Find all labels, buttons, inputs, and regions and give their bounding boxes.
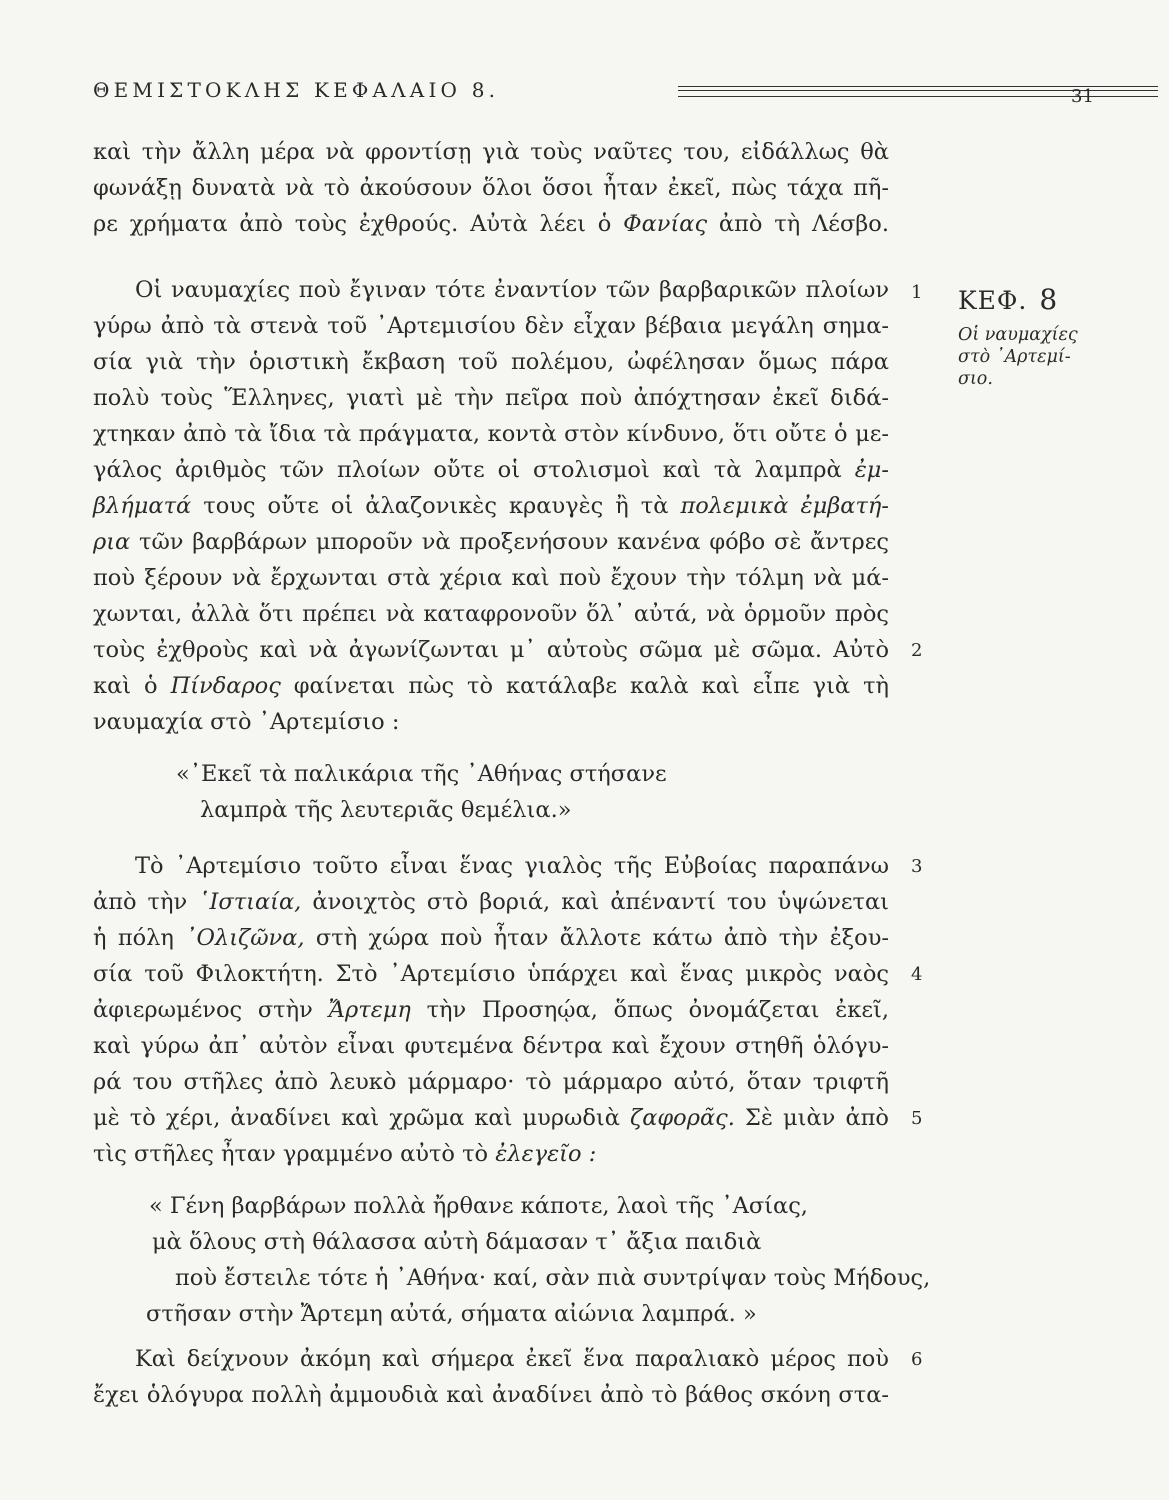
text-line: Τὸ ᾿Αρτεμίσιο τοῦτο εἶναι ἕνας γιαλὸς τῆς Εὐβοίας παραπάνω	[135, 853, 889, 879]
text-line: σία τοῦ Φιλοκτήτη. Στὸ ᾿Αρτεμίσιο ὑπάρχει καὶ ἕνας μικρὸς ναὸς	[93, 961, 889, 987]
verse-line: «᾿Εκεῖ τὰ παλικάρια τῆς ᾿Αθήνας στήσανε	[176, 761, 667, 787]
text-line: ναυμαχία στὸ ᾿Αρτεμίσιο :	[93, 709, 400, 735]
text-line: χτηκαν ἀπὸ τὰ ἴδια τὰ πράγματα, κοντὰ στὸν κίνδυνο, ὅτι οὔτε ὁ με-	[93, 421, 889, 447]
text-line: καὶ γύρω ἀπ᾿ αὐτὸν εἶναι φυτεμένα δέντρα καὶ ἔχουν στηθῆ ὁλόγυ-	[93, 1033, 889, 1059]
running-header	[93, 78, 1098, 108]
text-line: καὶ τὴν ἄλλη μέρα νὰ φροντίσῃ γιὰ τοὺς ναῦτες του, εἰδάλλως θὰ	[93, 139, 889, 165]
emphasis: Ἄρτεμη	[328, 997, 411, 1023]
text-line: ἔχει ὁλόγυρα πολλὴ ἀμμουδιὰ καὶ ἀναδίνει ἀπὸ τὸ βάθος σκόνη στα-	[93, 1382, 889, 1408]
running-title: ΘΕΜΙΣΤΟΚΛΗΣ ΚΕΦΑΛΑΙΟ 8.	[93, 78, 500, 102]
emphasis: ρια	[93, 529, 131, 555]
verse-line: λαμπρὰ τῆς λευτεριᾶς θεμέλια.»	[200, 797, 572, 823]
text-line: φωνάξῃ δυνατὰ νὰ τὸ ἀκούσουν ὅλοι ὅσοι ἦταν ἐκεῖ, πὼς τάχα πῆ-	[93, 175, 889, 201]
verse-line: ποὺ ἔστειλε τότε ἡ ᾿Αθήνα· καί, σὰν πιὰ συντρίψαν τοὺς Μήδους,	[175, 1265, 931, 1291]
text-line: ρε χρήματα ἀπὸ τοὺς ἐχθρούς. Αὐτὰ λέει ὁ Φανίας ἀπὸ τὴ Λέσβο.	[93, 211, 890, 237]
text-line: ἡ πόλη ᾿Ολιζῶνα, στὴ χώρα ποὺ ἦταν ἄλλοτε κάτω ἀπὸ τὴν ἐξου-	[93, 925, 889, 951]
sidenote-chapter-number: 8	[1039, 283, 1058, 316]
text-line: ἀπὸ τὴν ῾Ιστιαία, ἀνοιχτὸς στὸ βοριά, καὶ ἀπέναντί του ὑψώνεται	[93, 889, 889, 915]
emphasis: ῾Ιστιαία,	[198, 889, 302, 915]
text-line: γύρω ἀπὸ τὰ στενὰ τοῦ ᾿Αρτεμισίου δὲν εἶχαν βέβαια μεγάλη σημα-	[93, 313, 889, 339]
text-line: ἀφιερωμένος στὴν Ἄρτεμη τὴν Προσηῴα, ὅπως ὀνομάζεται ἐκεῖ,	[93, 997, 889, 1023]
emphasis: ἐλεγεῖο :	[495, 1141, 597, 1167]
sidenote-line: στὸ ᾿Αρτεμί-	[958, 347, 1071, 367]
emphasis: πολεμικὰ ἐμβατή-	[680, 493, 889, 519]
chapter-sidenote	[958, 283, 1108, 390]
verse-line: στῆσαν στὴν Ἄρτεμη αὐτά, σήματα αἰώνια λαμπρά. »	[146, 1301, 757, 1327]
text-line: ρά του στῆλες ἀπὸ λευκὸ μάρμαρο· τὸ μάρμαρο αὐτό, ὅταν τριφτῆ	[93, 1069, 889, 1095]
text-line: ποὺ ξέρουν νὰ ἔρχωνται στὰ χέρια καὶ ποὺ ἔχουν τὴν τόλμη νὰ μά-	[93, 565, 889, 591]
text-line: τοὺς ἐχθροὺς καὶ νὰ ἀγωνίζωνται μ᾿ αὐτοὺς σῶμα μὲ σῶμα. Αὐτὸ	[93, 637, 889, 663]
margin-number: 1	[911, 282, 923, 303]
verse-line: « Γένη βαρβάρων πολλὰ ἤρθανε κάποτε, λαοὶ τῆς ᾿Ασίας,	[149, 1193, 808, 1219]
page-number: 31	[1071, 86, 1094, 107]
text-line: τὶς στῆλες ἦταν γραμμένο αὐτὸ τὸ ἐλεγεῖο :	[93, 1141, 597, 1167]
margin-number: 5	[911, 1108, 923, 1129]
text-line: γάλος ἀριθμὸς τῶν πλοίων οὔτε οἱ στολισμοὶ καὶ τὰ λαμπρὰ ἐμ-	[93, 457, 889, 483]
text-line: μὲ τὸ χέρι, ἀναδίνει καὶ χρῶμα καὶ μυρωδιὰ ζαφορᾶς. Σὲ μιὰν ἀπὸ	[93, 1105, 889, 1131]
emphasis: ἐμ-	[854, 457, 889, 483]
emphasis: ᾿Ολιζῶνα,	[185, 925, 305, 951]
text-line: σία γιὰ τὴν ὁριστικὴ ἔκβαση τοῦ πολέμου, ὠφέλησαν ὅμως πάρα	[93, 349, 889, 375]
margin-number: 2	[911, 640, 923, 661]
text-line: καὶ ὁ Πίνδαρος φαίνεται πὼς τὸ κατάλαβε καλὰ καὶ εἶπε γιὰ τὴ	[93, 673, 889, 699]
text-line: Καὶ δείχνουν ἀκόμη καὶ σήμερα ἐκεῖ ἕνα παραλιακὸ μέρος ποὺ	[135, 1346, 889, 1372]
sidenote-line: σιο.	[958, 369, 993, 389]
sidenote-line: Οἱ ναυμαχίες	[958, 325, 1078, 345]
text-line: ρια τῶν βαρβάρων μποροῦν νὰ προξενήσουν κανένα φόβο σὲ ἄντρες	[93, 529, 889, 555]
margin-number: 3	[911, 856, 923, 877]
text-line: βλήματά τους οὔτε οἱ ἀλαζονικὲς κραυγὲς ἢ τὰ πολεμικὰ ἐμβατή-	[93, 493, 889, 519]
emphasis: Πίνδαρος	[170, 673, 281, 699]
emphasis: ζαφορᾶς.	[630, 1105, 735, 1131]
text-line: Οἱ ναυμαχίες ποὺ ἔγιναν τότε ἐναντίον τῶν βαρβαρικῶν πλοίων	[135, 277, 889, 303]
emphasis: Φανίας	[623, 211, 708, 237]
verse-line: μὰ ὅλους στὴ θάλασσα αὐτὴ δάμασαν τ᾿ ἄξια παιδιὰ	[152, 1229, 762, 1255]
margin-number: 6	[911, 1349, 923, 1370]
text-line: πολὺ τοὺς Ἕλληνες, γιατὶ μὲ τὴν πεῖρα ποὺ ἀπόχτησαν ἐκεῖ διδά-	[93, 385, 889, 411]
text-line: χωνται, ἀλλὰ ὅτι πρέπει νὰ καταφρονοῦν ὅλ᾿ αὐτά, νὰ ὁρμοῦν πρὸς	[93, 601, 889, 627]
sidenote-heading: ΚΕΦ. 8	[958, 283, 1058, 316]
margin-number: 4	[911, 964, 923, 985]
emphasis: βλήματά	[93, 493, 192, 519]
sidenote-body	[958, 324, 1108, 390]
